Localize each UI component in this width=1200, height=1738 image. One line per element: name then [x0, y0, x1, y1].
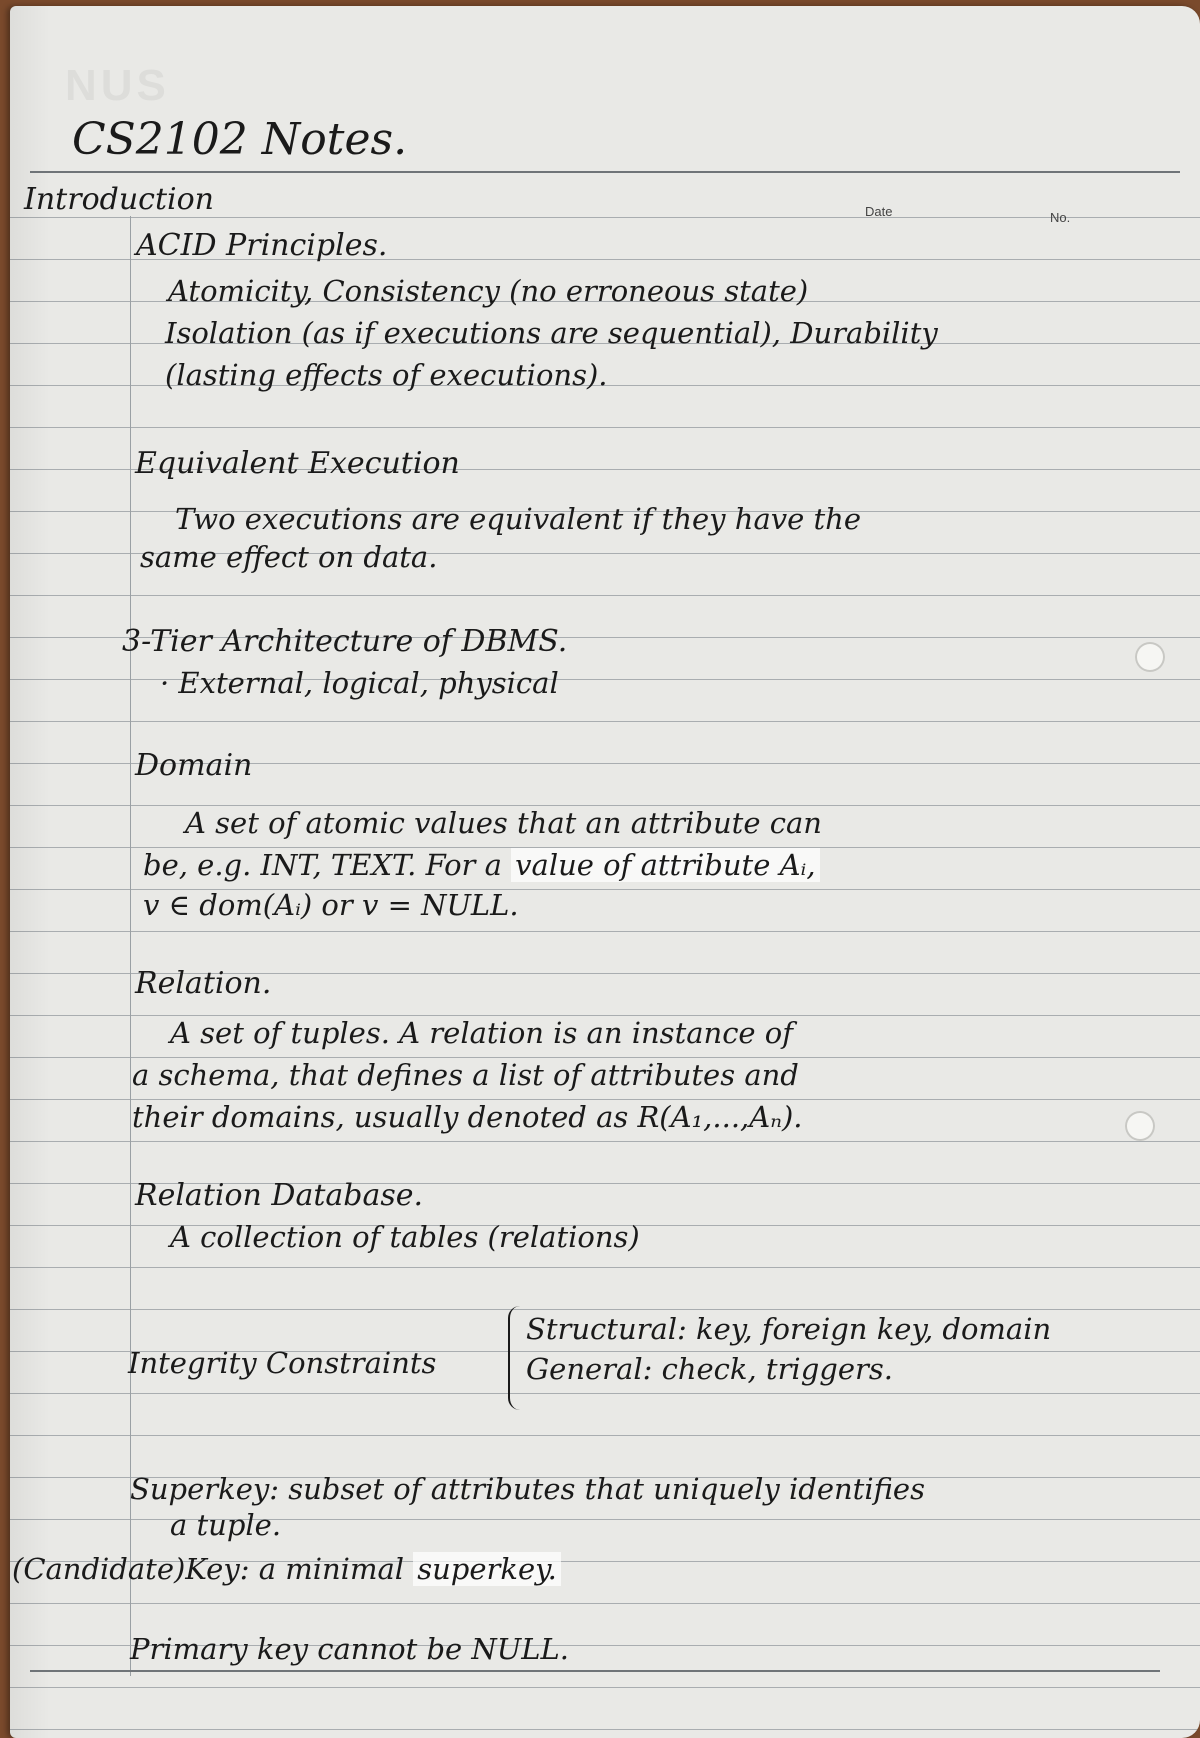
equivalent-execution-line: same effect on data.: [140, 540, 438, 574]
relation-line: a schema, that defines a list of attributes and: [132, 1058, 799, 1092]
relation-database-line: A collection of tables (relations): [170, 1220, 640, 1254]
number-label: No.: [1050, 210, 1071, 225]
curly-brace: [508, 1306, 524, 1410]
header-rule: [30, 171, 1180, 173]
nus-logo-watermark: NUS: [65, 61, 170, 110]
acid-heading: ACID Principles.: [136, 228, 388, 263]
tier-architecture-heading: 3-Tier Architecture of DBMS.: [122, 624, 568, 659]
integrity-constraints-label: Integrity Constraints: [128, 1346, 437, 1380]
equivalent-execution-line: Two executions are equivalent if they have the: [175, 502, 861, 536]
domain-line: be, e.g. INT, TEXT. For a value of attribute Aᵢ,: [143, 848, 820, 882]
binder-hole: [1135, 642, 1165, 672]
integrity-structural: Structural: key, foreign key, domain: [526, 1312, 1052, 1346]
domain-heading: Domain: [135, 748, 253, 783]
acid-line: Isolation (as if executions are sequential), Durability: [165, 316, 938, 350]
superkey-line: a tuple.: [170, 1508, 282, 1542]
notebook-page: [10, 6, 1200, 1738]
binder-hole: [1125, 1111, 1155, 1141]
page-title: CS2102 Notes.: [72, 114, 408, 165]
domain-line: v ∈ dom(Aᵢ) or v = NULL.: [143, 888, 519, 922]
section-title: Introduction: [24, 182, 214, 217]
relation-line: A set of tuples. A relation is an instance of: [170, 1016, 794, 1050]
integrity-general: General: check, triggers.: [526, 1352, 893, 1386]
relation-database-heading: Relation Database.: [135, 1178, 424, 1213]
date-label: Date: [865, 204, 893, 219]
acid-line: (lasting effects of executions).: [165, 358, 608, 392]
tier-architecture-line: · External, logical, physical: [160, 666, 559, 700]
candidate-key-line: (Candidate)Key: a minimal superkey.: [12, 1552, 561, 1586]
acid-line: Atomicity, Consistency (no erroneous state): [168, 274, 809, 308]
relation-line: their domains, usually denoted as R(A₁,...,Aₙ).: [132, 1100, 803, 1134]
domain-line: A set of atomic values that an attribute can: [185, 806, 822, 840]
relation-heading: Relation.: [135, 966, 272, 1001]
superkey-line: Superkey: subset of attributes that uniquely identifies: [130, 1472, 925, 1506]
primary-key-line: Primary key cannot be NULL.: [130, 1632, 569, 1666]
bottom-rule: [30, 1670, 1160, 1672]
equivalent-execution-heading: Equivalent Execution: [135, 446, 460, 481]
margin-line: [130, 216, 131, 1676]
